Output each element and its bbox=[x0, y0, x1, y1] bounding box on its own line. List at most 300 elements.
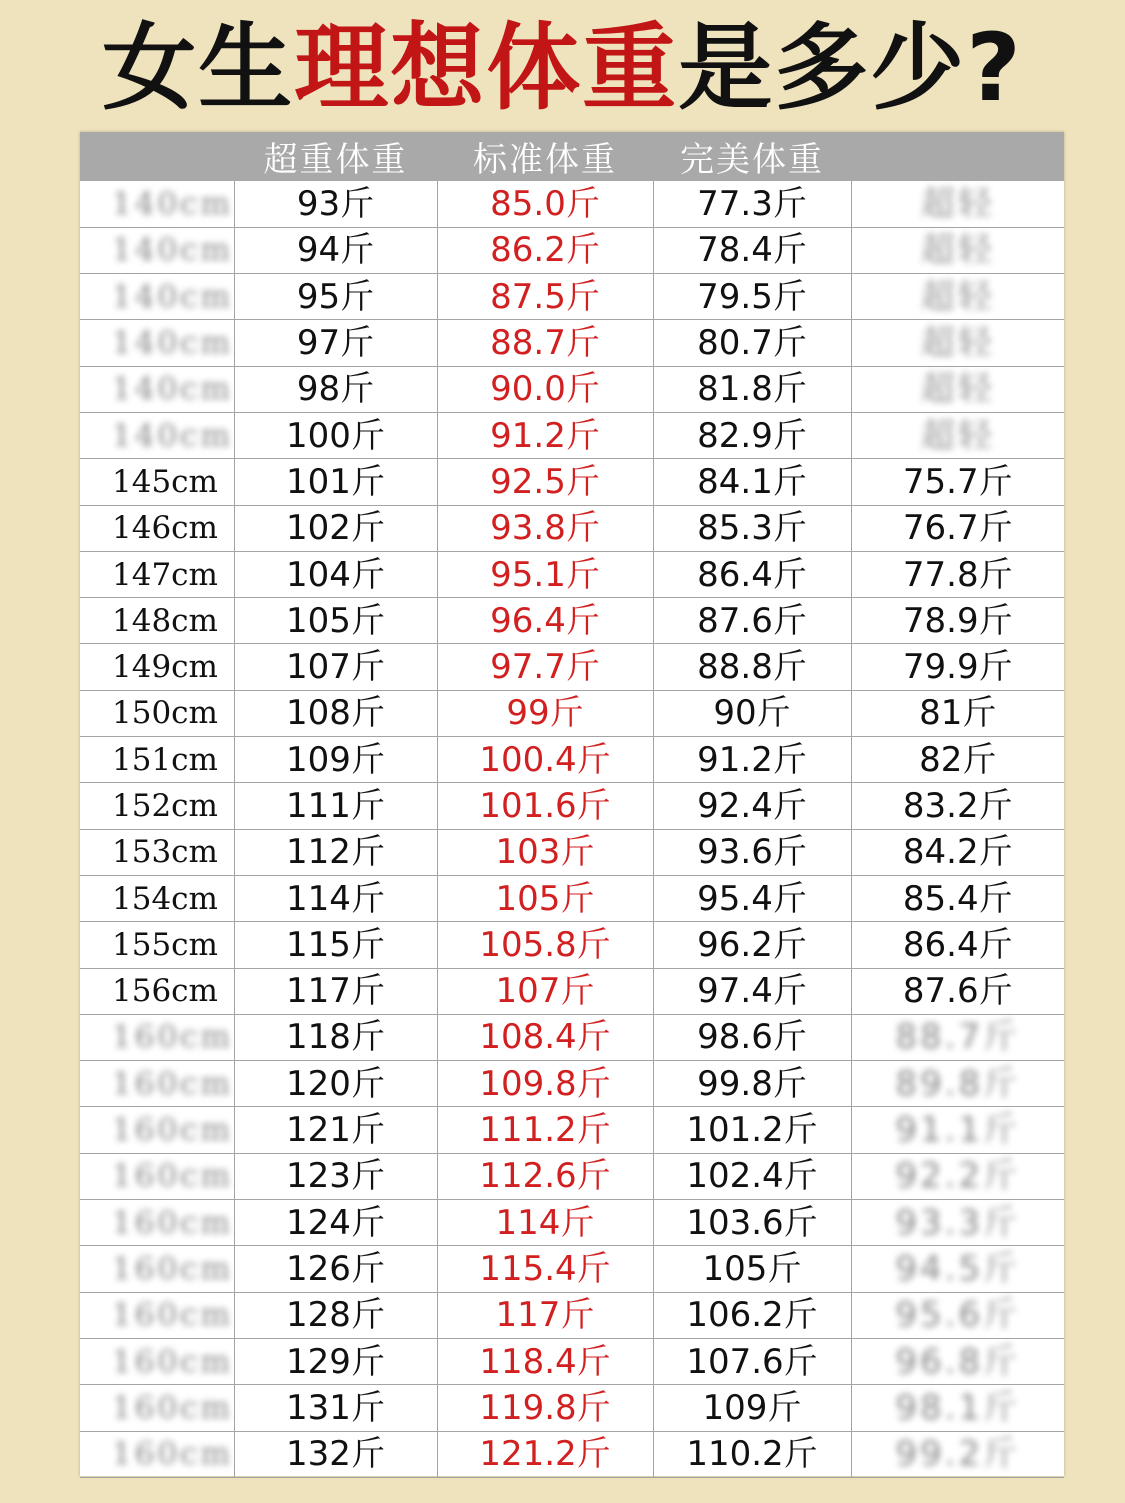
cell-overweight-text: 114斤 bbox=[286, 878, 385, 919]
cell-overweight bbox=[234, 1431, 437, 1477]
cell-height-text: 148cm bbox=[112, 602, 218, 639]
cell-overweight-text: 109斤 bbox=[286, 739, 385, 780]
cell-last bbox=[851, 551, 1064, 597]
cell-standard-text: 111.2斤 bbox=[479, 1110, 611, 1151]
cell-height bbox=[80, 1200, 234, 1246]
cell-height-text: 147cm bbox=[112, 556, 218, 593]
cell-last bbox=[851, 459, 1064, 505]
cell-standard bbox=[437, 320, 653, 366]
cell-height-text: 151cm bbox=[112, 741, 218, 778]
cell-last bbox=[851, 829, 1064, 875]
cell-overweight bbox=[234, 227, 437, 273]
cell-standard-text: 91.2斤 bbox=[490, 415, 600, 456]
cell-standard-text: 87.5斤 bbox=[490, 276, 600, 317]
cell-last-text: 94.5斤 bbox=[895, 1248, 1021, 1289]
cell-overweight-text: 102斤 bbox=[286, 508, 385, 549]
cell-overweight bbox=[234, 274, 437, 320]
cell-standard bbox=[437, 274, 653, 320]
cell-last bbox=[851, 1385, 1064, 1431]
table-row bbox=[80, 320, 1064, 366]
cell-height bbox=[80, 1246, 234, 1292]
cell-perfect bbox=[653, 737, 851, 783]
cell-overweight-text: 104斤 bbox=[286, 554, 385, 595]
table-row bbox=[80, 412, 1064, 458]
cell-overweight-text: 117斤 bbox=[286, 971, 385, 1012]
cell-last-text: 超轻 bbox=[920, 415, 995, 456]
cell-overweight bbox=[234, 644, 437, 690]
cell-height bbox=[80, 690, 234, 736]
cell-height-text: 145cm bbox=[112, 463, 218, 500]
cell-perfect-text: 93.6斤 bbox=[697, 832, 807, 873]
cell-overweight bbox=[234, 690, 437, 736]
cell-standard-text: 118.4斤 bbox=[479, 1341, 611, 1382]
cell-last-text: 超轻 bbox=[920, 323, 995, 364]
cell-standard bbox=[437, 1200, 653, 1246]
cell-height bbox=[80, 1338, 234, 1384]
cell-standard bbox=[437, 1292, 653, 1338]
cell-overweight-text: 121斤 bbox=[286, 1110, 385, 1151]
table-row bbox=[80, 181, 1064, 227]
cell-height bbox=[80, 1385, 234, 1431]
cell-standard bbox=[437, 968, 653, 1014]
cell-last-text: 超轻 bbox=[920, 183, 995, 224]
cell-perfect bbox=[653, 783, 851, 829]
cell-perfect-text: 84.1斤 bbox=[697, 461, 807, 502]
cell-standard bbox=[437, 181, 653, 227]
cell-perfect-text: 88.8斤 bbox=[697, 647, 807, 688]
cell-height-text: 140cm bbox=[112, 278, 233, 315]
cell-overweight-text: 107斤 bbox=[286, 647, 385, 688]
cell-last bbox=[851, 1338, 1064, 1384]
cell-overweight bbox=[234, 598, 437, 644]
cell-perfect bbox=[653, 320, 851, 366]
cell-height bbox=[80, 875, 234, 921]
cell-perfect-text: 99.8斤 bbox=[697, 1063, 807, 1104]
cell-overweight bbox=[234, 1153, 437, 1199]
cell-perfect bbox=[653, 922, 851, 968]
table-row bbox=[80, 551, 1064, 597]
cell-overweight bbox=[234, 922, 437, 968]
table-row bbox=[80, 1246, 1064, 1292]
cell-perfect bbox=[653, 1292, 851, 1338]
cell-last bbox=[851, 968, 1064, 1014]
cell-last-text: 81斤 bbox=[919, 693, 997, 734]
cell-height-text: 155cm bbox=[112, 926, 218, 963]
cell-height bbox=[80, 783, 234, 829]
cell-standard-text: 101.6斤 bbox=[479, 786, 611, 826]
cell-height-text: 160cm bbox=[112, 1436, 233, 1473]
cell-height-text: 150cm bbox=[112, 695, 218, 732]
cell-overweight bbox=[234, 1246, 437, 1292]
cell-perfect-text: 86.4斤 bbox=[697, 554, 807, 595]
cell-overweight bbox=[234, 1107, 437, 1153]
cell-overweight bbox=[234, 829, 437, 875]
cell-height-text: 160cm bbox=[112, 1019, 233, 1056]
cell-overweight bbox=[234, 875, 437, 921]
cell-last-text: 88.7斤 bbox=[895, 1017, 1021, 1058]
header-overweight: 超重体重 bbox=[234, 132, 437, 181]
cell-overweight-text: 100斤 bbox=[286, 415, 385, 456]
cell-last-text: 超轻 bbox=[920, 230, 995, 271]
cell-overweight bbox=[234, 181, 437, 227]
cell-last bbox=[851, 1014, 1064, 1060]
table-row bbox=[80, 737, 1064, 783]
table-row bbox=[80, 829, 1064, 875]
cell-perfect bbox=[653, 644, 851, 690]
cell-perfect-text: 77.3斤 bbox=[697, 183, 807, 224]
cell-standard bbox=[437, 227, 653, 273]
cell-standard-text: 86.2斤 bbox=[490, 230, 600, 271]
header-perfect: 完美体重 bbox=[653, 132, 851, 181]
cell-overweight-text: 132斤 bbox=[286, 1434, 385, 1475]
cell-perfect bbox=[653, 968, 851, 1014]
cell-height bbox=[80, 227, 234, 273]
header-last bbox=[851, 132, 1064, 181]
cell-standard-text: 105斤 bbox=[495, 878, 595, 919]
cell-standard bbox=[437, 690, 653, 736]
cell-perfect-text: 80.7斤 bbox=[697, 323, 807, 364]
cell-overweight bbox=[234, 783, 437, 829]
cell-perfect-text: 102.4斤 bbox=[686, 1156, 818, 1197]
cell-last-text: 85.4斤 bbox=[902, 878, 1013, 919]
cell-perfect-text: 78.4斤 bbox=[697, 230, 807, 271]
page-title bbox=[0, 10, 1125, 128]
cell-standard bbox=[437, 1246, 653, 1292]
cell-overweight bbox=[234, 1014, 437, 1060]
cell-perfect bbox=[653, 598, 851, 644]
cell-standard bbox=[437, 1338, 653, 1384]
cell-last-text: 84.2斤 bbox=[902, 832, 1013, 873]
cell-height bbox=[80, 1014, 234, 1060]
cell-overweight-text: 111斤 bbox=[286, 786, 385, 826]
cell-height-text: 160cm bbox=[112, 1389, 233, 1426]
cell-overweight-text: 97斤 bbox=[296, 323, 375, 364]
table-row bbox=[80, 1200, 1064, 1246]
cell-last-text: 超轻 bbox=[920, 276, 995, 317]
table-row bbox=[80, 227, 1064, 273]
cell-height bbox=[80, 968, 234, 1014]
cell-last bbox=[851, 598, 1064, 644]
cell-last bbox=[851, 1246, 1064, 1292]
cell-standard-text: 99斤 bbox=[506, 693, 584, 734]
cell-perfect bbox=[653, 366, 851, 412]
cell-last-text: 95.6斤 bbox=[895, 1295, 1021, 1336]
cell-perfect-text: 95.4斤 bbox=[697, 878, 807, 919]
cell-standard bbox=[437, 1014, 653, 1060]
cell-perfect bbox=[653, 1014, 851, 1060]
cell-perfect-text: 81.8斤 bbox=[697, 369, 807, 410]
cell-standard bbox=[437, 783, 653, 829]
cell-height-text: 160cm bbox=[112, 1112, 233, 1149]
cell-standard-text: 115.4斤 bbox=[479, 1248, 611, 1289]
cell-height bbox=[80, 551, 234, 597]
cell-height bbox=[80, 459, 234, 505]
cell-perfect-text: 96.2斤 bbox=[697, 924, 807, 965]
cell-perfect-text: 101.2斤 bbox=[686, 1110, 818, 1151]
cell-overweight-text: 118斤 bbox=[286, 1017, 385, 1058]
cell-standard-text: 108.4斤 bbox=[479, 1017, 611, 1058]
cell-standard bbox=[437, 459, 653, 505]
cell-overweight-text: 126斤 bbox=[286, 1248, 385, 1289]
cell-height bbox=[80, 412, 234, 458]
table-row bbox=[80, 459, 1064, 505]
cell-overweight bbox=[234, 1292, 437, 1338]
cell-perfect-text: 90斤 bbox=[713, 693, 791, 734]
cell-height bbox=[80, 1107, 234, 1153]
table-row bbox=[80, 274, 1064, 320]
cell-last bbox=[851, 1107, 1064, 1153]
cell-standard bbox=[437, 598, 653, 644]
cell-perfect-text: 97.4斤 bbox=[697, 971, 807, 1012]
cell-last bbox=[851, 1153, 1064, 1199]
cell-perfect bbox=[653, 1246, 851, 1292]
cell-overweight bbox=[234, 366, 437, 412]
cell-last-text: 83.2斤 bbox=[902, 786, 1013, 826]
cell-last-text: 超轻 bbox=[920, 369, 995, 410]
cell-perfect bbox=[653, 459, 851, 505]
cell-overweight-text: 124斤 bbox=[286, 1202, 385, 1243]
cell-height-text: 146cm bbox=[112, 510, 218, 547]
cell-height-text: 160cm bbox=[112, 1158, 233, 1195]
cell-height-text: 140cm bbox=[112, 232, 233, 269]
cell-last-text: 87.6斤 bbox=[902, 971, 1013, 1012]
cell-overweight-text: 98斤 bbox=[296, 369, 375, 410]
table-row bbox=[80, 1338, 1064, 1384]
cell-standard-text: 88.7斤 bbox=[490, 323, 600, 364]
table-row bbox=[80, 1431, 1064, 1477]
cell-height bbox=[80, 505, 234, 551]
cell-overweight bbox=[234, 1061, 437, 1107]
cell-standard-text: 93.8斤 bbox=[490, 508, 600, 549]
cell-last-text: 86.4斤 bbox=[902, 924, 1013, 965]
cell-perfect bbox=[653, 1338, 851, 1384]
cell-standard-text: 97.7斤 bbox=[490, 647, 600, 688]
cell-height bbox=[80, 181, 234, 227]
cell-height bbox=[80, 737, 234, 783]
cell-last-text: 78.9斤 bbox=[902, 600, 1013, 641]
cell-height-text: 140cm bbox=[112, 325, 233, 362]
table-row bbox=[80, 598, 1064, 644]
table-row bbox=[80, 690, 1064, 736]
cell-overweight bbox=[234, 737, 437, 783]
cell-overweight bbox=[234, 320, 437, 366]
cell-overweight-text: 128斤 bbox=[286, 1295, 385, 1336]
cell-last bbox=[851, 783, 1064, 829]
cell-standard-text: 114斤 bbox=[495, 1202, 595, 1243]
cell-last bbox=[851, 181, 1064, 227]
weight-table bbox=[80, 132, 1064, 1476]
cell-height-text: 156cm bbox=[112, 973, 218, 1010]
cell-height bbox=[80, 598, 234, 644]
table-row bbox=[80, 1061, 1064, 1107]
title-highlight: 理想体重 bbox=[294, 14, 679, 123]
cell-standard-text: 100.4斤 bbox=[479, 739, 611, 780]
header-height bbox=[80, 132, 234, 181]
cell-overweight-text: 131斤 bbox=[286, 1387, 385, 1428]
cell-overweight-text: 120斤 bbox=[286, 1063, 385, 1104]
cell-overweight bbox=[234, 505, 437, 551]
cell-standard-text: 96.4斤 bbox=[490, 600, 600, 641]
table-row bbox=[80, 783, 1064, 829]
cell-perfect bbox=[653, 505, 851, 551]
cell-last bbox=[851, 1200, 1064, 1246]
cell-perfect-text: 79.5斤 bbox=[697, 276, 807, 317]
cell-overweight bbox=[234, 459, 437, 505]
cell-standard-text: 90.0斤 bbox=[490, 369, 600, 410]
cell-last bbox=[851, 737, 1064, 783]
cell-last-text: 79.9斤 bbox=[902, 647, 1013, 688]
cell-overweight bbox=[234, 1385, 437, 1431]
cell-perfect bbox=[653, 1107, 851, 1153]
cell-standard bbox=[437, 922, 653, 968]
cell-overweight-text: 101斤 bbox=[286, 461, 385, 502]
cell-standard bbox=[437, 875, 653, 921]
cell-height-text: 153cm bbox=[112, 834, 218, 871]
table-row bbox=[80, 644, 1064, 690]
cell-overweight bbox=[234, 1200, 437, 1246]
cell-standard bbox=[437, 551, 653, 597]
cell-last bbox=[851, 320, 1064, 366]
cell-standard-text: 121.2斤 bbox=[479, 1434, 611, 1475]
table-row bbox=[80, 1385, 1064, 1431]
cell-standard-text: 103斤 bbox=[495, 832, 595, 873]
cell-perfect bbox=[653, 875, 851, 921]
title-part2: 是多少? bbox=[678, 14, 1023, 123]
cell-last-text: 93.3斤 bbox=[895, 1202, 1021, 1243]
table-row bbox=[80, 1292, 1064, 1338]
cell-height bbox=[80, 644, 234, 690]
cell-overweight-text: 129斤 bbox=[286, 1341, 385, 1382]
cell-perfect-text: 106.2斤 bbox=[686, 1295, 818, 1336]
cell-height bbox=[80, 320, 234, 366]
cell-standard bbox=[437, 366, 653, 412]
cell-perfect bbox=[653, 412, 851, 458]
cell-standard bbox=[437, 1385, 653, 1431]
header-standard: 标准体重 bbox=[437, 132, 653, 181]
cell-perfect bbox=[653, 181, 851, 227]
cell-height bbox=[80, 1292, 234, 1338]
cell-last bbox=[851, 1292, 1064, 1338]
cell-height-text: 154cm bbox=[112, 880, 218, 917]
cell-height-text: 160cm bbox=[112, 1204, 233, 1241]
cell-height-text: 140cm bbox=[112, 371, 233, 408]
table-header-row bbox=[80, 132, 1064, 181]
cell-overweight-text: 123斤 bbox=[286, 1156, 385, 1197]
cell-perfect bbox=[653, 1385, 851, 1431]
cell-standard bbox=[437, 1153, 653, 1199]
cell-perfect-text: 85.3斤 bbox=[697, 508, 807, 549]
cell-overweight-text: 95斤 bbox=[296, 276, 375, 317]
cell-perfect bbox=[653, 1200, 851, 1246]
cell-standard bbox=[437, 1061, 653, 1107]
cell-standard bbox=[437, 829, 653, 875]
cell-height-text: 160cm bbox=[112, 1343, 233, 1380]
cell-perfect bbox=[653, 1431, 851, 1477]
cell-perfect bbox=[653, 551, 851, 597]
cell-perfect bbox=[653, 1153, 851, 1199]
cell-overweight bbox=[234, 551, 437, 597]
cell-perfect-text: 109斤 bbox=[702, 1387, 802, 1428]
cell-standard-text: 109.8斤 bbox=[479, 1063, 611, 1104]
cell-height bbox=[80, 274, 234, 320]
cell-overweight-text: 105斤 bbox=[286, 600, 385, 641]
cell-last bbox=[851, 412, 1064, 458]
cell-height-text: 160cm bbox=[112, 1065, 233, 1102]
table-row bbox=[80, 366, 1064, 412]
cell-height-text: 152cm bbox=[112, 788, 218, 824]
cell-standard bbox=[437, 1107, 653, 1153]
cell-perfect bbox=[653, 274, 851, 320]
cell-height-text: 160cm bbox=[112, 1297, 233, 1334]
table-row bbox=[80, 875, 1064, 921]
table-row bbox=[80, 505, 1064, 551]
cell-perfect bbox=[653, 690, 851, 736]
cell-perfect-text: 103.6斤 bbox=[686, 1202, 818, 1243]
cell-height bbox=[80, 1153, 234, 1199]
cell-overweight-text: 94斤 bbox=[296, 230, 375, 271]
cell-last-text: 99.2斤 bbox=[895, 1434, 1021, 1475]
title-part1: 女生 bbox=[102, 14, 295, 123]
cell-last bbox=[851, 644, 1064, 690]
cell-standard-text: 112.6斤 bbox=[479, 1156, 611, 1197]
cell-last bbox=[851, 505, 1064, 551]
cell-perfect-text: 105斤 bbox=[702, 1248, 802, 1289]
cell-last-text: 89.8斤 bbox=[895, 1063, 1021, 1104]
cell-standard bbox=[437, 412, 653, 458]
cell-perfect-text: 82.9斤 bbox=[697, 415, 807, 456]
cell-last-text: 76.7斤 bbox=[902, 508, 1013, 549]
cell-last-text: 77.8斤 bbox=[902, 554, 1013, 595]
cell-overweight-text: 112斤 bbox=[286, 832, 385, 873]
table-row bbox=[80, 1153, 1064, 1199]
cell-perfect-text: 107.6斤 bbox=[686, 1341, 818, 1382]
cell-height-text: 140cm bbox=[112, 185, 233, 222]
cell-standard-text: 117斤 bbox=[495, 1295, 595, 1336]
cell-height bbox=[80, 366, 234, 412]
cell-perfect bbox=[653, 1061, 851, 1107]
cell-standard-text: 119.8斤 bbox=[479, 1387, 611, 1428]
cell-perfect bbox=[653, 829, 851, 875]
cell-last bbox=[851, 875, 1064, 921]
cell-last bbox=[851, 1431, 1064, 1477]
cell-height bbox=[80, 1431, 234, 1477]
cell-perfect-text: 91.2斤 bbox=[697, 739, 807, 780]
cell-overweight-text: 115斤 bbox=[286, 924, 385, 965]
cell-perfect-text: 98.6斤 bbox=[697, 1017, 807, 1058]
cell-standard bbox=[437, 737, 653, 783]
cell-height bbox=[80, 1061, 234, 1107]
cell-overweight bbox=[234, 968, 437, 1014]
cell-height bbox=[80, 922, 234, 968]
cell-standard-text: 92.5斤 bbox=[490, 461, 600, 502]
cell-height-text: 149cm bbox=[112, 649, 218, 686]
cell-standard-text: 107斤 bbox=[495, 971, 595, 1012]
cell-standard-text: 105.8斤 bbox=[479, 924, 611, 965]
cell-last-text: 82斤 bbox=[919, 739, 997, 780]
table-row bbox=[80, 968, 1064, 1014]
cell-height bbox=[80, 829, 234, 875]
cell-last-text: 98.1斤 bbox=[895, 1387, 1021, 1428]
cell-overweight-text: 93斤 bbox=[296, 183, 375, 224]
cell-perfect-text: 87.6斤 bbox=[697, 600, 807, 641]
cell-perfect-text: 92.4斤 bbox=[697, 786, 807, 826]
cell-standard bbox=[437, 1431, 653, 1477]
cell-height-text: 160cm bbox=[112, 1250, 233, 1287]
cell-last-text: 96.8斤 bbox=[895, 1341, 1021, 1382]
cell-standard-text: 95.1斤 bbox=[490, 554, 600, 595]
cell-overweight bbox=[234, 412, 437, 458]
cell-last-text: 92.2斤 bbox=[895, 1156, 1021, 1197]
